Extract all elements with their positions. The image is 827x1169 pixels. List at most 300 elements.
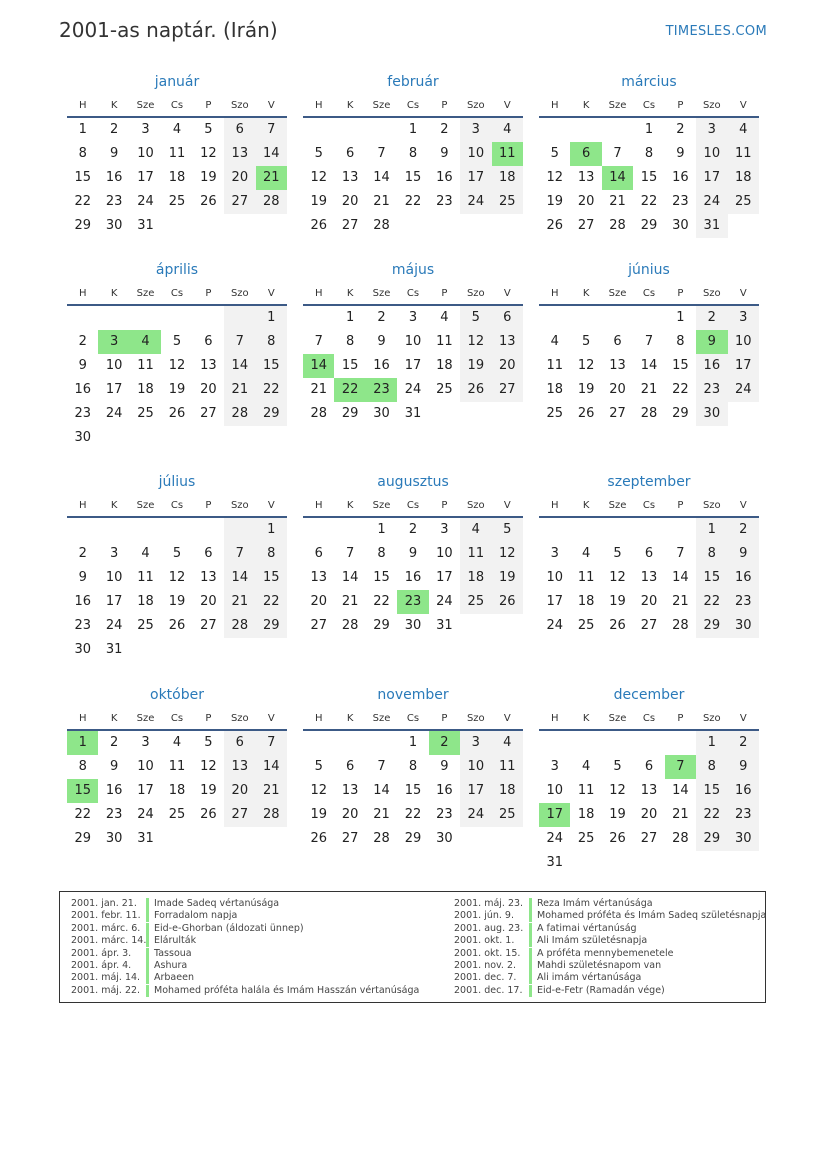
weekday-label: V [503, 712, 511, 724]
day-cell: 15 [256, 566, 287, 590]
day-cell: 25 [492, 803, 523, 827]
empty-cell [570, 118, 601, 142]
legend-marker [146, 910, 149, 922]
legend-row [454, 923, 766, 935]
empty-cell [602, 306, 633, 330]
empty-cell [570, 518, 601, 542]
day-cell: 19 [609, 807, 626, 822]
day-cell: 11 [546, 358, 563, 373]
month-block [303, 683, 523, 851]
weekday-label: K [346, 99, 354, 111]
weekday-label: V [739, 712, 747, 724]
month-block [67, 70, 287, 238]
day-cell: 12 [609, 783, 626, 798]
day-cell: 15 [256, 354, 287, 378]
day-cell: 28 [640, 406, 658, 421]
day-cell: 6 [345, 759, 355, 774]
weekday-label: Cs [170, 712, 184, 724]
weekday-header [303, 94, 523, 116]
day-cell: 17 [137, 170, 154, 185]
day-cell: 18 [168, 783, 186, 798]
empty-cell [334, 518, 365, 542]
day-cell: 23 [672, 194, 689, 209]
weekday-label: Szo [230, 712, 249, 724]
legend-name: Arbaeen [154, 972, 194, 984]
day-cell: 1 [644, 122, 654, 137]
day-cell: 16 [74, 382, 91, 397]
day-cell: 20 [341, 807, 359, 822]
day-grid [539, 306, 759, 426]
day-cell: 26 [546, 218, 563, 233]
weekday-label: H [550, 499, 559, 511]
day-cell: 3 [550, 546, 559, 561]
day-cell: 17 [105, 382, 123, 397]
weekday-label: Cs [642, 287, 656, 299]
day-cell: 12 [577, 358, 595, 373]
day-cell: 18 [492, 779, 523, 803]
day-cell: 15 [404, 170, 422, 185]
day-cell: 2 [440, 122, 449, 137]
empty-cell [539, 731, 570, 755]
day-cell: 15 [74, 170, 91, 185]
weekday-label: Szo [466, 287, 485, 299]
day-cell: 13 [640, 570, 658, 585]
day-cell: 1 [256, 306, 287, 330]
day-cell: 27 [200, 618, 217, 633]
holiday-day-cell: 23 [366, 378, 397, 402]
site-link[interactable]: TIMESLES.COM [665, 24, 767, 39]
day-cell: 8 [408, 759, 418, 774]
day-cell: 2 [109, 122, 119, 137]
day-cell: 4 [141, 546, 150, 561]
day-cell: 22 [404, 194, 422, 209]
day-cell: 6 [314, 546, 323, 561]
day-cell: 18 [728, 166, 759, 190]
weekday-label: K [346, 499, 354, 511]
weekday-label: Sze [136, 287, 155, 299]
legend-row [454, 948, 766, 960]
day-cell: 29 [672, 406, 689, 421]
day-cell: 13 [224, 142, 255, 166]
empty-cell [539, 518, 570, 542]
legend-name: A fatimai vértanúság [537, 922, 637, 934]
legend-date: 2001. ápr. 3. [71, 947, 132, 959]
day-cell: 19 [492, 566, 523, 590]
day-cell: 8 [256, 330, 287, 354]
day-cell: 28 [224, 402, 255, 426]
day-cell: 24 [546, 831, 563, 846]
holiday-day-cell: 1 [67, 731, 98, 755]
day-cell: 9 [408, 546, 418, 561]
weekday-label: V [739, 499, 747, 511]
day-cell: 29 [640, 218, 658, 233]
day-cell: 29 [256, 402, 287, 426]
day-cell: 5 [550, 146, 559, 161]
day-cell: 14 [256, 755, 287, 779]
day-cell: 16 [74, 594, 91, 609]
day-cell: 19 [168, 382, 186, 397]
day-cell: 11 [460, 542, 491, 566]
day-cell: 13 [492, 330, 523, 354]
weekday-label: Szo [466, 99, 485, 111]
day-cell: 13 [310, 570, 327, 585]
holiday-day-cell: 2 [429, 731, 460, 755]
day-cell: 11 [168, 146, 186, 161]
day-cell: 30 [436, 831, 453, 846]
legend-row [454, 960, 766, 972]
empty-cell [570, 731, 601, 755]
empty-cell [303, 306, 334, 330]
day-cell: 25 [137, 618, 154, 633]
weekday-label: P [677, 499, 684, 511]
weekday-label: Szo [702, 712, 721, 724]
day-grid [67, 118, 287, 238]
day-grid [303, 731, 523, 851]
day-cell: 10 [546, 570, 563, 585]
day-cell: 29 [373, 618, 390, 633]
day-cell: 27 [310, 618, 327, 633]
empty-cell [193, 306, 224, 330]
day-cell: 1 [256, 518, 287, 542]
day-cell: 25 [577, 831, 595, 846]
day-cell: 7 [224, 542, 255, 566]
month-block [539, 70, 759, 238]
month-block [67, 683, 287, 851]
day-cell: 14 [256, 142, 287, 166]
day-cell: 23 [105, 807, 123, 822]
day-cell: 22 [373, 594, 390, 609]
day-cell: 4 [172, 122, 182, 137]
day-cell: 30 [373, 406, 390, 421]
day-cell: 26 [200, 194, 217, 209]
holiday-day-cell: 22 [334, 378, 365, 402]
day-cell: 3 [141, 735, 150, 750]
day-cell: 31 [137, 831, 154, 846]
legend-name: A próféta mennybemenetele [537, 947, 674, 959]
legend-row [71, 898, 419, 910]
day-cell: 17 [404, 358, 422, 373]
weekday-label: H [550, 287, 559, 299]
legend-date: 2001. márc. 6. [71, 922, 141, 934]
holiday-day-cell: 23 [397, 590, 428, 614]
month-title: március [621, 74, 677, 90]
day-cell: 5 [172, 334, 182, 349]
empty-cell [130, 306, 161, 330]
day-cell: 23 [436, 807, 453, 822]
day-cell: 12 [546, 170, 563, 185]
empty-cell [193, 518, 224, 542]
holiday-day-cell: 11 [492, 142, 523, 166]
day-cell: 7 [314, 334, 323, 349]
month-title: augusztus [377, 474, 449, 490]
day-cell: 21 [373, 807, 390, 822]
day-cell: 16 [436, 170, 453, 185]
weekday-label: Sze [608, 287, 627, 299]
day-cell: 10 [137, 759, 154, 774]
day-cell: 3 [696, 118, 727, 142]
day-cell: 6 [345, 146, 355, 161]
day-cell: 18 [137, 594, 154, 609]
day-cell: 14 [224, 566, 255, 590]
legend-name: Reza Imám vértanúsága [537, 898, 653, 909]
day-cell: 10 [404, 334, 422, 349]
holiday-day-cell: 14 [602, 166, 633, 190]
weekday-label: Cs [170, 99, 184, 111]
holiday-day-cell: 14 [303, 354, 334, 378]
day-cell: 8 [676, 334, 685, 349]
day-cell: 7 [676, 546, 685, 561]
day-cell: 12 [168, 358, 186, 373]
day-cell: 14 [672, 783, 689, 798]
weekday-label: Szo [230, 287, 249, 299]
day-cell: 9 [728, 755, 759, 779]
day-cell: 21 [256, 779, 287, 803]
day-cell: 5 [613, 759, 622, 774]
day-cell: 16 [105, 170, 123, 185]
legend-name: Ali Imám születésnapja [537, 935, 648, 947]
day-cell: 16 [404, 570, 422, 585]
legend-date: 2001. dec. 7. [454, 972, 517, 984]
day-cell: 20 [200, 594, 217, 609]
day-cell: 18 [577, 594, 595, 609]
legend-row [71, 910, 419, 922]
month-title: május [391, 262, 435, 278]
weekday-label: P [205, 712, 212, 724]
legend-date: 2001. ápr. 4. [71, 959, 132, 971]
day-cell: 22 [696, 803, 727, 827]
day-cell: 7 [377, 146, 386, 161]
day-cell: 31 [436, 618, 453, 633]
day-cell: 17 [460, 166, 491, 190]
weekday-label: P [441, 712, 448, 724]
weekday-label: V [267, 287, 275, 299]
day-cell: 9 [109, 146, 119, 161]
day-cell: 26 [609, 618, 626, 633]
day-cell: 25 [460, 590, 491, 614]
legend-row [71, 935, 419, 947]
day-cell: 29 [696, 827, 727, 851]
day-cell: 20 [640, 807, 658, 822]
day-grid [539, 518, 759, 638]
day-cell: 21 [224, 378, 255, 402]
day-cell: 10 [137, 146, 154, 161]
weekday-label: V [267, 712, 275, 724]
month-block [67, 470, 287, 662]
day-cell: 12 [200, 759, 217, 774]
day-cell: 14 [672, 570, 689, 585]
day-cell: 5 [314, 759, 323, 774]
day-cell: 2 [696, 306, 727, 330]
day-cell: 18 [492, 166, 523, 190]
day-cell: 27 [200, 406, 217, 421]
month-block [539, 258, 759, 426]
day-cell: 25 [137, 406, 154, 421]
day-cell: 9 [377, 334, 386, 349]
weekday-label: H [78, 287, 87, 299]
day-cell: 13 [200, 570, 217, 585]
weekday-label: Szo [702, 287, 721, 299]
day-cell: 5 [460, 306, 491, 330]
day-cell: 26 [310, 831, 327, 846]
day-cell: 19 [168, 594, 186, 609]
day-cell: 28 [609, 218, 626, 233]
day-cell: 17 [728, 354, 759, 378]
day-cell: 10 [105, 358, 123, 373]
day-cell: 2 [78, 546, 87, 561]
weekday-label: H [550, 712, 559, 724]
day-cell: 21 [341, 594, 359, 609]
day-cell: 19 [200, 170, 217, 185]
day-cell: 15 [640, 170, 658, 185]
day-cell: 24 [436, 594, 453, 609]
day-cell: 16 [373, 358, 390, 373]
day-cell: 18 [546, 382, 563, 397]
day-cell: 28 [373, 218, 390, 233]
day-cell: 20 [310, 594, 327, 609]
day-cell: 28 [224, 614, 255, 638]
legend-row [454, 898, 766, 910]
day-cell: 30 [105, 831, 123, 846]
weekday-label: K [582, 712, 590, 724]
legend-name: Mohamed próféta és Imám Sadeq születésnapja [537, 910, 767, 922]
day-cell: 24 [137, 807, 154, 822]
day-cell: 22 [74, 807, 91, 822]
day-cell: 9 [440, 759, 449, 774]
day-cell: 7 [644, 334, 654, 349]
day-cell: 11 [577, 783, 595, 798]
day-cell: 25 [546, 406, 563, 421]
weekday-label: Sze [136, 499, 155, 511]
month-title: január [154, 74, 200, 90]
day-cell: 2 [377, 310, 386, 325]
day-cell: 26 [168, 618, 186, 633]
legend-row [454, 972, 766, 984]
weekday-label: Szo [466, 499, 485, 511]
legend-marker [146, 923, 149, 935]
legend-marker [146, 960, 149, 972]
month-block [303, 470, 523, 638]
day-cell: 19 [546, 194, 563, 209]
weekday-label: K [110, 99, 118, 111]
empty-cell [67, 518, 98, 542]
day-cell: 30 [728, 827, 759, 851]
day-cell: 6 [613, 334, 622, 349]
day-cell: 15 [672, 358, 689, 373]
day-cell: 5 [172, 546, 182, 561]
day-cell: 7 [256, 118, 287, 142]
weekday-label: V [739, 287, 747, 299]
day-grid [67, 306, 287, 450]
day-cell: 9 [728, 542, 759, 566]
day-cell: 23 [105, 194, 123, 209]
weekday-label: Szo [702, 99, 721, 111]
day-cell: 27 [224, 803, 255, 827]
day-cell: 27 [492, 378, 523, 402]
day-cell: 8 [408, 146, 418, 161]
weekday-label: K [582, 499, 590, 511]
day-cell: 11 [168, 759, 186, 774]
day-cell: 6 [224, 118, 255, 142]
day-cell: 11 [436, 334, 453, 349]
month-block [303, 258, 523, 426]
day-cell: 31 [137, 218, 154, 233]
weekday-label: Cs [170, 287, 184, 299]
legend-marker [529, 985, 532, 997]
day-cell: 5 [204, 735, 213, 750]
empty-cell [633, 731, 664, 755]
day-cell: 10 [546, 783, 563, 798]
day-grid [303, 518, 523, 638]
legend-marker [146, 898, 149, 910]
legend-row [71, 972, 419, 984]
empty-cell [602, 118, 633, 142]
day-cell: 11 [492, 755, 523, 779]
weekday-label: Sze [136, 99, 155, 111]
legend-row [454, 935, 766, 947]
empty-cell [130, 518, 161, 542]
day-cell: 13 [224, 755, 255, 779]
day-cell: 4 [492, 118, 523, 142]
day-cell: 23 [728, 590, 759, 614]
day-cell: 9 [78, 570, 87, 585]
day-cell: 9 [676, 146, 685, 161]
weekday-label: H [314, 99, 323, 111]
month-title: április [155, 262, 199, 278]
day-cell: 31 [404, 406, 422, 421]
month-block [539, 470, 759, 638]
empty-cell [303, 118, 334, 142]
legend-date: 2001. márc. 14. [71, 935, 147, 947]
day-cell: 4 [581, 759, 591, 774]
legend-date: 2001. jún. 9. [454, 910, 515, 922]
weekday-label: P [205, 99, 212, 111]
holiday-day-cell: 4 [130, 330, 161, 354]
day-cell: 26 [609, 831, 626, 846]
month-title: november [377, 687, 449, 703]
day-cell: 10 [460, 755, 491, 779]
weekday-label: V [503, 499, 511, 511]
day-cell: 13 [341, 783, 359, 798]
weekday-header [67, 707, 287, 729]
day-cell: 1 [696, 518, 727, 542]
day-cell: 4 [581, 546, 591, 561]
empty-cell [633, 306, 664, 330]
weekday-label: P [205, 499, 212, 511]
day-cell: 15 [373, 570, 390, 585]
legend-row [71, 985, 419, 997]
day-cell: 2 [728, 518, 759, 542]
day-cell: 18 [168, 170, 186, 185]
day-cell: 12 [609, 570, 626, 585]
day-cell: 6 [492, 306, 523, 330]
empty-cell [224, 518, 255, 542]
weekday-label: V [503, 287, 511, 299]
day-cell: 27 [224, 190, 255, 214]
day-cell: 20 [492, 354, 523, 378]
empty-cell [539, 306, 570, 330]
empty-cell [67, 306, 98, 330]
empty-cell [366, 731, 397, 755]
day-cell: 21 [373, 194, 390, 209]
day-cell: 28 [310, 406, 327, 421]
day-cell: 21 [224, 590, 255, 614]
day-cell: 1 [408, 735, 418, 750]
legend-name: Mahdi születésnapom van [537, 959, 662, 971]
empty-cell [665, 518, 696, 542]
day-cell: 8 [78, 759, 87, 774]
day-cell: 22 [256, 378, 287, 402]
empty-cell [224, 306, 255, 330]
